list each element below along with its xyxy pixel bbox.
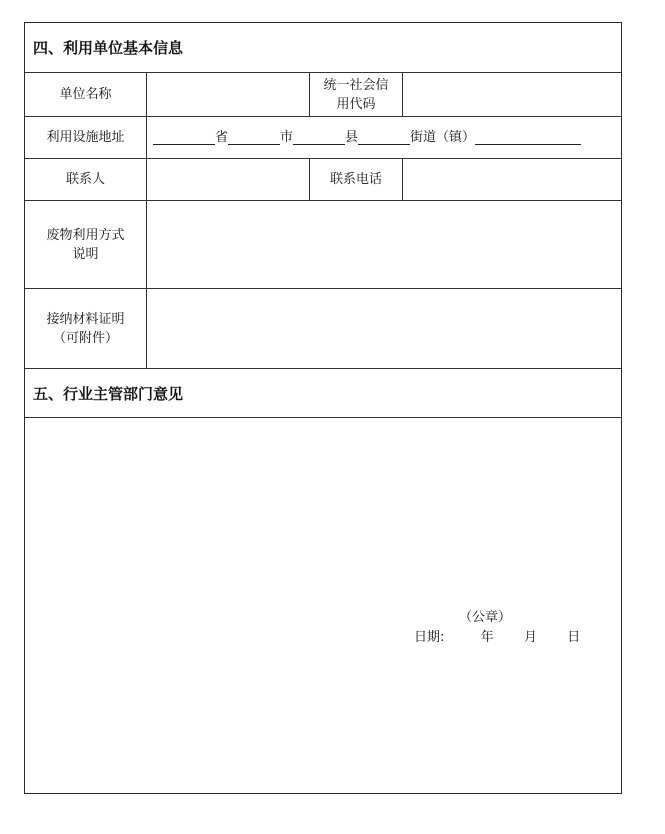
credit-code-label [310,73,403,116]
method-label [25,201,147,288]
credit-code-label-line2: 用代码 [336,96,376,112]
proof-field[interactable] [147,289,621,368]
street-blank[interactable] [358,130,410,145]
contact-field[interactable] [147,159,310,200]
unit-name-label: 单位名称 [25,73,147,116]
address-field[interactable] [147,117,621,158]
street-detail-blank[interactable] [475,130,581,145]
credit-code-field[interactable] [403,73,621,116]
unit-name-row [25,73,621,117]
section5-title: 五、行业主管部门意见 [33,384,184,403]
day-label: 日 [567,630,581,645]
county-blank[interactable] [293,130,345,145]
date-label: 日期: [414,630,445,645]
method-field[interactable] [147,201,621,288]
seal-label: （公章） [459,610,512,625]
month-label: 月 [523,630,537,645]
phone-field[interactable] [403,159,621,200]
proof-label-line1: 接纳材料证明 [46,311,125,327]
application-form [24,22,622,794]
contact-label: 联系人 [25,159,147,200]
city-blank[interactable] [228,130,280,145]
method-label-line2: 说明 [72,246,99,262]
proof-row [25,289,621,369]
unit-name-field[interactable] [147,73,310,116]
year-label: 年 [480,630,494,645]
street-label: 街道（镇） [410,130,476,145]
opinion-area[interactable] [25,418,621,793]
method-label-line1: 废物利用方式 [46,227,125,243]
contact-row [25,159,621,201]
credit-code-label-line1: 统一社会信 [323,77,389,93]
method-row [25,201,621,289]
date-line [414,626,580,645]
section4-title: 四、利用单位基本信息 [33,39,184,57]
phone-label: 联系电话 [310,159,403,200]
province-label: 省 [215,130,229,145]
section5-header [25,369,621,418]
section4-header [25,23,621,73]
city-label: 市 [280,130,294,145]
address-row [25,117,621,159]
proof-label [25,289,147,368]
province-blank[interactable] [153,130,215,145]
county-label: 县 [345,130,359,145]
address-label: 利用设施地址 [25,117,147,158]
proof-label-line2: （可附件） [52,330,118,346]
